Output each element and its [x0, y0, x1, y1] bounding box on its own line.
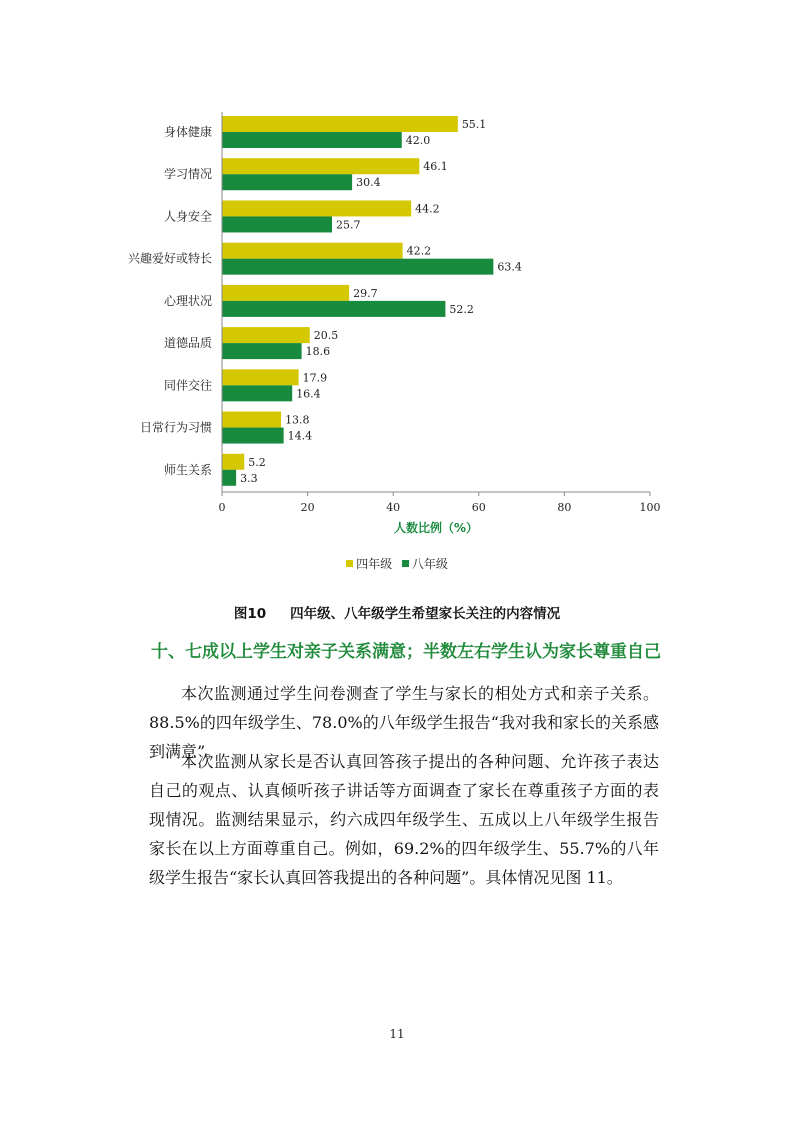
bar-grade4	[222, 369, 299, 385]
bar-chart	[0, 0, 794, 545]
bar-grade4	[222, 327, 310, 343]
bar-grade4	[222, 285, 349, 301]
value-label-grade8: 42.0	[405, 134, 431, 147]
x-tick-label: 0	[218, 501, 226, 514]
category-label: 日常行为习惯	[139, 420, 212, 435]
bar-grade8	[222, 132, 402, 148]
section-heading: 十、七成以上学生对亲子关系满意；半数左右学生认为家长尊重自己	[151, 642, 661, 662]
value-label-grade8: 63.4	[497, 260, 522, 274]
bar-grade4	[222, 243, 403, 259]
category-label: 人身安全	[163, 209, 212, 224]
page-number: 11	[389, 1027, 405, 1041]
bar-grade8	[222, 259, 493, 275]
category-label: 心理状况	[163, 293, 212, 308]
bar-grade8	[222, 174, 352, 190]
category-label: 身体健康	[163, 125, 212, 139]
bar-grade8	[222, 428, 284, 444]
bar-grade8	[222, 343, 302, 359]
bar-grade8	[222, 385, 292, 401]
value-label-grade8: 14.4	[287, 429, 313, 443]
bar-grade8	[222, 470, 236, 486]
legend-label-grade4: 四年级	[356, 557, 393, 571]
paragraph-1: 本次监测通过学生问卷测查了学生与家长的相处方式和亲子关系。88.5%的四年级学生、78.0%的八年级学生报告“我对我和家长的关系感到满意”。	[149, 684, 659, 761]
bar-grade4	[222, 454, 244, 470]
x-tick-label: 60	[471, 501, 486, 514]
x-tick-label: 100	[639, 501, 661, 514]
chart-legend	[0, 555, 794, 572]
category-label: 师生关系	[163, 462, 212, 477]
category-label: 同伴交往	[163, 378, 212, 393]
x-tick-label: 80	[557, 501, 572, 514]
category-label: 道德品质	[163, 336, 212, 351]
figure-number: 图10	[233, 606, 267, 622]
bar-grade4	[222, 158, 419, 174]
bar-grade8	[222, 216, 332, 232]
value-label-grade8: 25.7	[335, 218, 361, 232]
legend-item-grade4	[346, 555, 392, 572]
bar-grade4	[222, 116, 458, 132]
x-tick-label: 20	[300, 501, 315, 514]
paragraph-2: 本次监测从家长是否认真回答孩子提出的各种问题、允许孩子表达自己的观点、认真倾听孩子讲话等方面调查了家长在尊重孩子方面的表现情况。监测结果显示，约六成四年级学生、五成以上八年级学生报告家长在以上方面尊重自己。例如，69.2%的四年级学生、55.7%的八年级学生报告“家长认真回答我提出的各种问题”。具体情况见图 11。	[149, 752, 659, 887]
legend-swatch-grade8	[402, 560, 409, 567]
value-label-grade4: 42.2	[406, 244, 432, 258]
value-label-grade8: 3.3	[240, 471, 258, 485]
value-label-grade4: 13.8	[285, 413, 310, 427]
value-label-grade4: 5.2	[248, 455, 266, 469]
bar-grade4	[222, 200, 411, 216]
value-label-grade8: 18.6	[305, 345, 331, 359]
x-axis-title: 人数比例（%）	[393, 521, 479, 535]
value-label-grade8: 16.4	[296, 387, 321, 401]
x-tick-label: 40	[386, 501, 401, 514]
figure-caption	[0, 602, 794, 622]
category-label: 学习情况	[163, 167, 212, 182]
value-label-grade4: 44.2	[415, 202, 440, 216]
legend-label-grade8: 八年级	[411, 557, 448, 571]
value-label-grade4: 55.1	[461, 118, 487, 131]
value-label-grade4: 46.1	[423, 160, 448, 174]
value-label-grade4: 17.9	[302, 371, 328, 385]
value-label-grade4: 20.5	[313, 329, 339, 343]
bar-grade8	[222, 301, 445, 317]
value-label-grade8: 52.2	[449, 302, 474, 316]
legend-swatch-grade4	[346, 560, 353, 567]
bar-grade4	[222, 412, 281, 428]
figure-title: 四年级、八年级学生希望家长关注的内容情况	[290, 606, 561, 622]
value-label-grade8: 30.4	[356, 176, 381, 190]
category-label: 兴趣爱好或特长	[127, 251, 212, 266]
value-label-grade4: 29.7	[353, 286, 378, 300]
legend-item-grade8	[402, 555, 448, 572]
